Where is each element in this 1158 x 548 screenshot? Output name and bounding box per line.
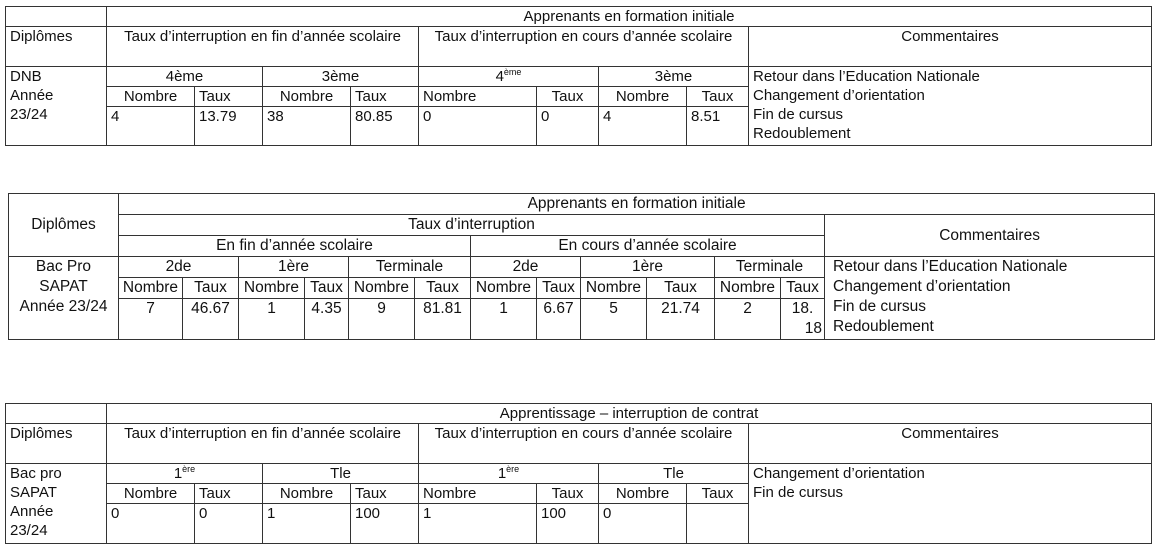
empty-corner (6, 404, 107, 424)
level-header: 2de (119, 257, 239, 278)
dnb-interruption-table (5, 6, 1152, 146)
nombre-header: Nombre (119, 278, 183, 299)
nombre-header: Nombre (599, 87, 687, 107)
comment-line: Retour dans l’Education Nationale (753, 68, 980, 85)
taux-header: Taux (781, 278, 825, 299)
commentaires-header: Commentaires (749, 27, 1152, 67)
value-cell: 0 (537, 107, 599, 146)
value-cell: 5 (581, 299, 647, 340)
diploma-line: 23/24 (10, 522, 48, 539)
value-cell: 4 (107, 107, 195, 146)
comments-cell (749, 67, 1152, 146)
level-header: 4ème (419, 67, 599, 87)
diploma-cell (9, 257, 119, 340)
value-cell: 46.67 (183, 299, 239, 340)
value-line: 18. (791, 300, 814, 317)
taux-header: Taux (537, 87, 599, 107)
comment-line: Fin de cursus (753, 484, 844, 501)
nombre-header: Nombre (239, 278, 305, 299)
value-cell: 21.74 (647, 299, 715, 340)
value-cell: 1 (263, 504, 351, 544)
level-header: 1ère (581, 257, 715, 278)
diploma-line: SAPAT (10, 484, 57, 501)
apprentissage-interruption-table (5, 403, 1152, 544)
top-header: Apprentissage – interruption de contrat (107, 404, 1152, 424)
taux-header: Taux (687, 484, 749, 504)
comment-line: Redoublement (753, 125, 851, 142)
diploma-line: Année (10, 503, 54, 520)
comments-cell (749, 464, 1152, 544)
nombre-header: Nombre (715, 278, 781, 299)
nombre-header: Nombre (581, 278, 647, 299)
fin-annee-header: Taux d’interruption en fin d’année scolaire (107, 27, 419, 67)
taux-header: Taux (195, 484, 263, 504)
taux-header: Taux (351, 87, 419, 107)
level-header: Tle (599, 464, 749, 484)
level-header: 3ème (599, 67, 749, 87)
diploma-line: Bac pro (10, 465, 62, 482)
value-cell: 1 (471, 299, 537, 340)
taux-header: Taux (687, 87, 749, 107)
bacpro-interruption-table (8, 193, 1155, 340)
level-header: 2de (471, 257, 581, 278)
value-cell: 0 (195, 504, 263, 544)
comment-line: Fin de cursus (753, 106, 844, 123)
value-cell: 13.79 (195, 107, 263, 146)
commentaires-header: Commentaires (749, 424, 1152, 464)
level-header: 1ère (419, 464, 599, 484)
value-cell: 38 (263, 107, 351, 146)
value-cell: 0 (419, 107, 537, 146)
nombre-header: Nombre (419, 87, 537, 107)
comment-line: Changement d’orientation (753, 465, 925, 482)
level-header: Tle (263, 464, 419, 484)
level-header: Terminale (715, 257, 825, 278)
comment-line: Fin de cursus (833, 298, 927, 315)
fin-annee-header: Taux d’interruption en fin d’année scolaire (107, 424, 419, 464)
taux-header: Taux (305, 278, 349, 299)
level-header: Terminale (349, 257, 471, 278)
level-header: 1ère (107, 464, 263, 484)
value-cell (687, 504, 749, 544)
nombre-header: Nombre (599, 484, 687, 504)
comment-line: Redoublement (833, 318, 934, 335)
value-cell: 6.67 (537, 299, 581, 340)
nombre-header: Nombre (107, 87, 195, 107)
value-cell: 100 (351, 504, 419, 544)
nombre-header: Nombre (471, 278, 537, 299)
level-header: 3ème (263, 67, 419, 87)
cours-annee-header: Taux d’interruption en cours d’année scolaire (419, 424, 749, 464)
empty-corner (6, 7, 107, 27)
nombre-header: Nombre (263, 87, 351, 107)
taux-header: Taux (351, 484, 419, 504)
comment-line: Changement d’orientation (753, 87, 925, 104)
diploma-line: SAPAT (39, 278, 88, 295)
value-line: 18 (804, 320, 822, 337)
commentaires-header: Commentaires (825, 215, 1155, 257)
fin-annee-header: En fin d’année scolaire (119, 236, 471, 257)
comment-line: Changement d’orientation (833, 278, 1011, 295)
value-cell: 0 (599, 504, 687, 544)
value-cell: 9 (349, 299, 415, 340)
value-cell: 100 (537, 504, 599, 544)
diploma-line: 23/24 (10, 106, 48, 123)
value-cell: 1 (419, 504, 537, 544)
taux-header: Taux (537, 484, 599, 504)
value-cell: 0 (107, 504, 195, 544)
taux-header: Taux (537, 278, 581, 299)
nombre-header: Nombre (263, 484, 351, 504)
taux-header: Taux (415, 278, 471, 299)
level-header: 1ère (239, 257, 349, 278)
top-header: Apprenants en formation initiale (119, 194, 1155, 215)
nombre-header: Nombre (107, 484, 195, 504)
diploma-line: DNB (10, 68, 42, 85)
taux-header: Taux (195, 87, 263, 107)
diploma-line: Bac Pro (35, 258, 92, 275)
value-cell: 7 (119, 299, 183, 340)
value-cell: 1 (239, 299, 305, 340)
diploma-line: Année 23/24 (19, 298, 108, 315)
diplomes-header: Diplômes (9, 194, 119, 257)
top-header: Apprenants en formation initiale (107, 7, 1152, 27)
diploma-cell (6, 67, 107, 146)
diploma-cell (6, 464, 107, 544)
comment-line: Retour dans l’Education Nationale (833, 258, 1068, 275)
cours-annee-header: En cours d’année scolaire (471, 236, 825, 257)
level-header: 4ème (107, 67, 263, 87)
diploma-line: Année (10, 87, 54, 104)
taux-header: Taux (647, 278, 715, 299)
nombre-header: Nombre (349, 278, 415, 299)
value-cell: 8.51 (687, 107, 749, 146)
comments-cell (825, 257, 1155, 340)
value-cell: 2 (715, 299, 781, 340)
diplomes-header: Diplômes (6, 27, 107, 67)
value-cell: 4 (599, 107, 687, 146)
cours-annee-header: Taux d’interruption en cours d’année scolaire (419, 27, 749, 67)
value-cell: 4.35 (305, 299, 349, 340)
value-cell-wrapped (781, 299, 825, 340)
value-cell: 80.85 (351, 107, 419, 146)
value-cell: 81.81 (415, 299, 471, 340)
diplomes-header: Diplômes (6, 424, 107, 464)
taux-header: Taux (183, 278, 239, 299)
interruption-header: Taux d’interruption (119, 215, 825, 236)
nombre-header: Nombre (419, 484, 537, 504)
